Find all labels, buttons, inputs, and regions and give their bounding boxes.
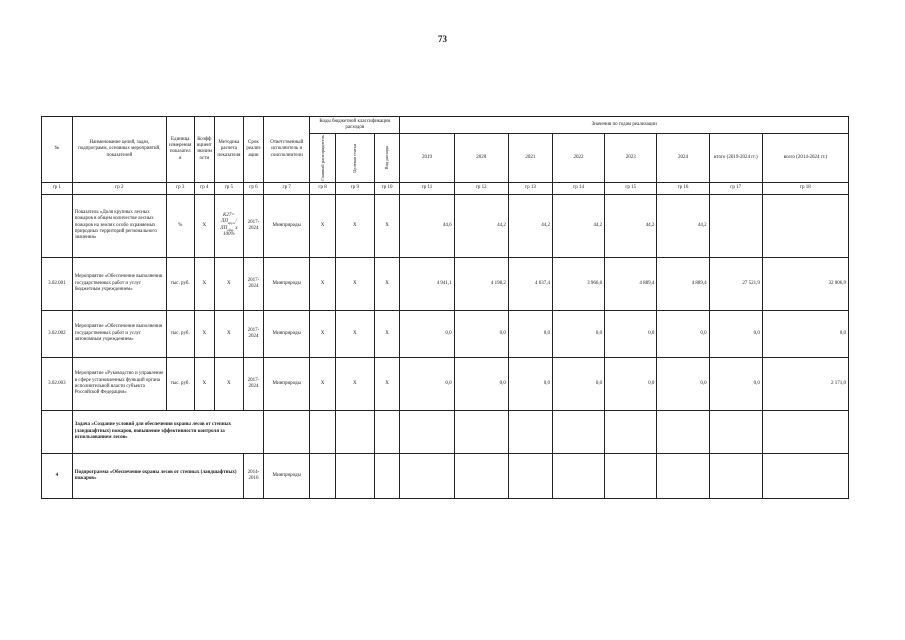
row-value-2021: 44,2 (508, 194, 552, 257)
empty-cell (374, 453, 400, 498)
col-num: гр 13 (508, 182, 552, 194)
col-num: гр 1 (42, 182, 73, 194)
row-budget-main: Х (310, 310, 336, 357)
row-value-2021: 0,0 (508, 310, 552, 357)
header-total-2019-2024: итого (2019-2024 гг.) (709, 134, 762, 183)
header-year-2024: 2024 (657, 134, 709, 183)
row-value-2020: 4 198,2 (454, 257, 508, 310)
row-total-2014-2024 (762, 194, 848, 257)
row-budget-article: Х (335, 357, 374, 410)
empty-cell (657, 410, 709, 453)
header-year-2022: 2022 (552, 134, 604, 183)
row-value-2019: 0,0 (400, 310, 454, 357)
row-value-2024: 0,0 (657, 357, 709, 410)
row-budget-main: Х (310, 194, 336, 257)
col-num: гр 6 (243, 182, 263, 194)
empty-cell (310, 453, 336, 498)
col-num: гр 9 (335, 182, 374, 194)
row-unit: % (166, 194, 194, 257)
empty-cell (454, 453, 508, 498)
row-budget-type: Х (374, 194, 400, 257)
header-num: № (42, 117, 73, 183)
header-row-1 (42, 117, 849, 134)
row-value-2024: 0,0 (657, 310, 709, 357)
header-period: Срок реализации (243, 117, 263, 183)
row-value-2024: 4 889,4 (657, 257, 709, 310)
empty-cell (400, 453, 454, 498)
table-row (42, 194, 849, 257)
row-name: Мероприятие «Обеспечение выполнения государственных работ и услуг автономным учреждением» (72, 310, 166, 357)
col-num: гр 10 (374, 182, 400, 194)
formula-part: К27= (223, 213, 235, 219)
row-value-2020: 0,0 (454, 357, 508, 410)
empty-cell (508, 410, 552, 453)
row-method-formula (215, 194, 244, 257)
empty-cell (454, 410, 508, 453)
header-total-2014-2024: всего (2014-2024 гг.) (762, 134, 848, 183)
header-budget-main (310, 134, 336, 183)
row-budget-type: Х (374, 257, 400, 310)
empty-cell (310, 410, 336, 453)
header-method: Методика расчета показателя (215, 117, 244, 183)
col-num: гр 14 (552, 182, 604, 194)
col-num: гр 16 (657, 182, 709, 194)
header-unit: Единица измерения показателя (166, 117, 194, 183)
task-row (42, 410, 849, 453)
row-coef: Х (194, 357, 214, 410)
header-year-2021: 2021 (508, 134, 552, 183)
row-value-2022: 0,0 (552, 357, 604, 410)
subprogram-period: 2014-2016 (243, 453, 263, 498)
row-total-2019-2024 (709, 194, 762, 257)
row-period: 2017-2024 (243, 310, 263, 357)
row-method: Х (215, 257, 244, 310)
empty-cell (605, 453, 657, 498)
row-total-2019-2024: 0,0 (709, 310, 762, 357)
row-budget-type: Х (374, 357, 400, 410)
subprogram-row (42, 453, 849, 498)
col-num: гр 15 (605, 182, 657, 194)
header-budget-codes: Коды бюджетной классификации расходов (310, 117, 400, 134)
row-num: 3.02.003 (42, 357, 73, 410)
row-name: Показатель «Доля крупных лесных пожаров в общем количестве лесных пожаров на землях особо охраняемых природных территорий регионального значения» (72, 194, 166, 257)
row-value-2020: 44,2 (454, 194, 508, 257)
col-num: гр 7 (264, 182, 310, 194)
header-coef: Коэффициент значимости (194, 117, 214, 183)
row-period: 2017-2024 (243, 257, 263, 310)
header-year-2023: 2023 (605, 134, 657, 183)
row-value-2019: 0,0 (400, 357, 454, 410)
header-values-by-year: Значения по годам реализации (400, 117, 849, 134)
row-coef: Х (194, 257, 214, 310)
row-budget-type: Х (374, 310, 400, 357)
formula-part: х 100% (223, 225, 238, 238)
row-budget-main: Х (310, 357, 336, 410)
col-num: гр 4 (194, 182, 214, 194)
row-unit: тыс. руб. (166, 310, 194, 357)
subprogram-num: 4 (42, 453, 73, 498)
row-value-2020: 0,0 (454, 310, 508, 357)
column-numbers-row (42, 182, 849, 194)
header-budget-type-text: Вид расхода (384, 146, 390, 170)
row-budget-main: Х (310, 257, 336, 310)
row-executor: Минприроды (264, 194, 310, 257)
header-budget-article-text: Целевая статья (351, 143, 357, 173)
empty-cell (552, 410, 604, 453)
empty-cell (709, 410, 762, 453)
row-value-2023: 4 889,4 (605, 257, 657, 310)
col-num: гр 17 (709, 182, 762, 194)
row-total-2019-2024: 0,0 (709, 357, 762, 410)
header-year-2020: 2020 (454, 134, 508, 183)
row-budget-article: Х (335, 257, 374, 310)
subprogram-executor: Минприроды (264, 453, 310, 498)
row-total-2014-2024: 2 171,0 (762, 357, 848, 410)
header-executor: Ответственный исполнитель и соисполнители (264, 117, 310, 183)
col-num: гр 11 (400, 182, 454, 194)
row-total-2019-2024: 27 521,9 (709, 257, 762, 310)
row-executor: Минприроды (264, 357, 310, 410)
formula-part: /ЛП (220, 219, 237, 231)
header-budget-main-text: Главный распорядитель (319, 135, 325, 181)
row-method: Х (215, 310, 244, 357)
empty-cell (762, 410, 848, 453)
empty-cell (374, 410, 400, 453)
row-total-2014-2024: 32 006,9 (762, 257, 848, 310)
program-table (41, 116, 849, 499)
col-num: гр 8 (310, 182, 336, 194)
row-unit: тыс. руб. (166, 257, 194, 310)
row-period: 2017-2024 (243, 194, 263, 257)
row-period: 2017-2024 (243, 357, 263, 410)
row-value-2019: 44,6 (400, 194, 454, 257)
row-name: Мероприятие «Руководство и управление в сфере установленных функций органа исполнительной власти субъекта Российской Федерации» (72, 357, 166, 410)
row-num (42, 194, 73, 257)
row-value-2022: 0,0 (552, 310, 604, 357)
row-executor: Минприроды (264, 257, 310, 310)
empty-cell (264, 410, 310, 453)
subprogram-name: Подпрограмма «Обеспечение охраны лесов от степных (ландшафтных) пожаров» (72, 453, 243, 498)
row-value-2024: 44,2 (657, 194, 709, 257)
header-budget-article (335, 134, 374, 183)
empty-cell (657, 453, 709, 498)
col-num: гр 12 (454, 182, 508, 194)
empty-cell (335, 453, 374, 498)
col-num: гр 18 (762, 182, 848, 194)
col-num: гр 3 (166, 182, 194, 194)
row-method: Х (215, 357, 244, 410)
col-num: гр 5 (215, 182, 244, 194)
row-value-2023: 0,0 (605, 310, 657, 357)
row-value-2021: 0,0 (508, 357, 552, 410)
empty-cell (709, 453, 762, 498)
table-row (42, 257, 849, 310)
row-num: 3.02.001 (42, 257, 73, 310)
empty-cell (762, 453, 848, 498)
formula-sub: круп. (227, 221, 236, 226)
row-value-2023: 0,0 (605, 357, 657, 410)
row-value-2019: 4 941,1 (400, 257, 454, 310)
task-text: Задача «Создание условий для обеспечения охраны лесов от степных (ландшафтных) пожаров, повышение эффективности контроля за использованием лесов» (72, 410, 263, 453)
empty-cell (508, 453, 552, 498)
row-value-2021: 4 637,4 (508, 257, 552, 310)
row-num: 3.02.002 (42, 310, 73, 357)
header-year-2019: 2019 (400, 134, 454, 183)
empty-cell (605, 410, 657, 453)
row-value-2023: 44,2 (605, 194, 657, 257)
table-row (42, 357, 849, 410)
row-coef: Х (194, 310, 214, 357)
task-num-cell (42, 410, 73, 453)
empty-cell (552, 453, 604, 498)
row-value-2022: 3 966,6 (552, 257, 604, 310)
page-number: 73 (438, 34, 447, 44)
col-num: гр 2 (72, 182, 166, 194)
row-coef: Х (194, 194, 214, 257)
row-total-2014-2024: 0,0 (762, 310, 848, 357)
row-budget-article: Х (335, 194, 374, 257)
row-budget-article: Х (335, 310, 374, 357)
row-executor: Минприроды (264, 310, 310, 357)
formula-part: ЛП (220, 219, 228, 225)
row-name: Мероприятие «Обеспечение выполнения государственных работ и услуг бюджетным учреждением» (72, 257, 166, 310)
header-budget-type (374, 134, 400, 183)
row-value-2022: 44,2 (552, 194, 604, 257)
formula-sub: общ. (227, 227, 235, 232)
empty-cell (335, 410, 374, 453)
table-row (42, 310, 849, 357)
header-name: Наименование целей, задач, подпрограмм, основных мероприятий, показателей (72, 117, 166, 183)
empty-cell (400, 410, 454, 453)
row-unit: тыс. руб. (166, 357, 194, 410)
